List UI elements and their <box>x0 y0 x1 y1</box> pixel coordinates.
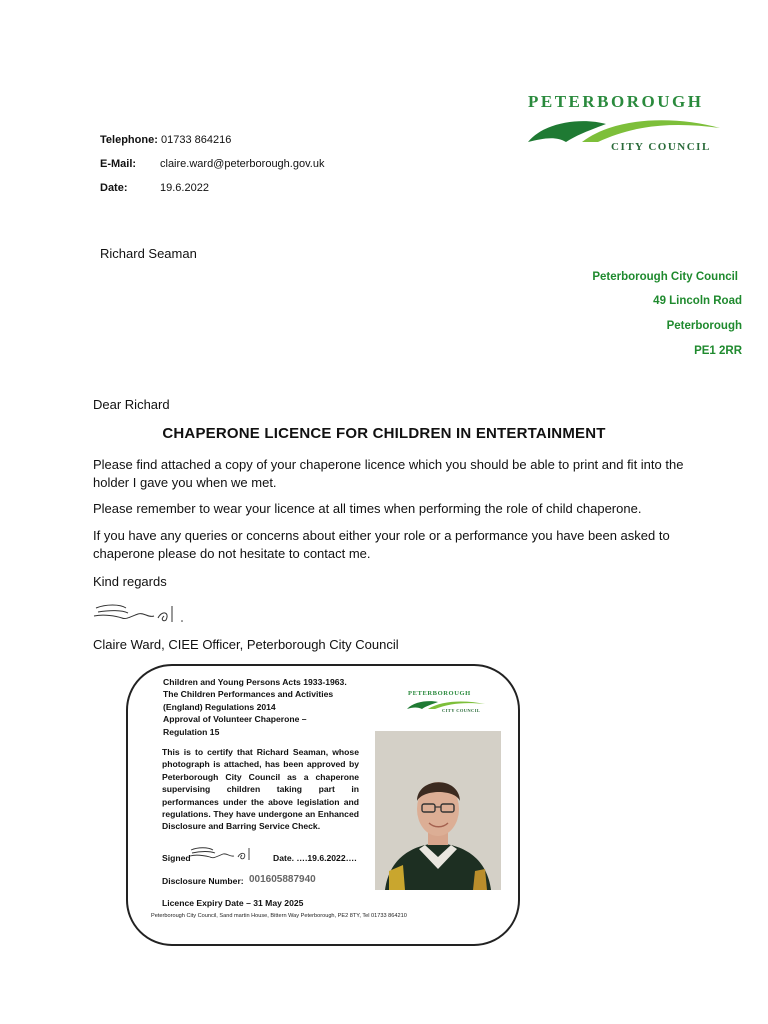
person-photo-image <box>375 731 501 890</box>
certify-text: This is to certify that Richard Seaman, whose photograph is attached, has been approved by Peterborough City Council as a chaperone supervising children taking part in performances under the above legislation and regulations. They have undergone an Enhanced Disclosure and Barring Service Check. <box>162 747 359 832</box>
telephone-value: 01733 864216 <box>161 134 232 146</box>
card-title-line: Approval of Volunteer Chaperone – <box>163 714 307 725</box>
closing: Kind regards <box>93 574 167 589</box>
card-logo-line2: CITY COUNCIL <box>442 708 481 713</box>
date-label: Date: <box>100 182 128 194</box>
address-line: Peterborough City Council <box>592 271 738 283</box>
disclosure-label: Disclosure Number: <box>162 876 244 886</box>
paragraph-1: Please find attached a copy of your chaperone licence which you should be able to print and fit into the holder I gave you when we met. <box>93 457 684 490</box>
signature-image <box>92 602 188 626</box>
salutation: Dear Richard <box>93 397 170 412</box>
card-footer: Peterborough City Council, Sand martin House, Bittern Way Peterborough, PE2 8TY, Tel 01733 864210 <box>151 913 407 919</box>
signoff: Claire Ward, CIEE Officer, Peterborough City Council <box>93 637 399 652</box>
email-value: claire.ward@peterborough.gov.uk <box>160 158 325 170</box>
licence-expiry: Licence Expiry Date – 31 May 2025 <box>162 898 304 908</box>
telephone-label: Telephone: <box>100 134 158 146</box>
card-title-line: The Children Performances and Activities <box>163 689 334 700</box>
card-signature-image <box>188 845 260 863</box>
address-line: 49 Lincoln Road <box>653 295 742 307</box>
paragraph-3: If you have any queries or concerns about either your role or a performance you have been asked to chaperone please do not hesitate to contact me. <box>93 528 670 561</box>
email-label: E-Mail: <box>100 158 137 170</box>
card-logo-line1: PETERBOROUGH <box>408 690 471 697</box>
paragraph-2: Please remember to wear your licence at all times when performing the role of child chaperone. <box>93 501 642 516</box>
card-logo <box>406 690 486 716</box>
logo-line2: CITY COUNCIL <box>611 141 711 153</box>
card-date: Date. ….19.6.2022…. <box>273 853 357 863</box>
recipient-name: Richard Seaman <box>100 246 197 261</box>
card-title-line: (England) Regulations 2014 <box>163 701 276 712</box>
council-logo <box>526 92 726 158</box>
signed-label: Signed <box>162 853 191 863</box>
logo-line1: PETERBOROUGH <box>528 92 704 111</box>
card-title-line: Children and Young Persons Acts 1933-1963. <box>163 677 347 687</box>
chaperone-photo <box>375 731 501 890</box>
disclosure-number: 001605887940 <box>249 874 316 885</box>
card-title <box>163 676 373 738</box>
address-line: PE1 2RR <box>694 345 742 357</box>
letter-heading: CHAPERONE LICENCE FOR CHILDREN IN ENTERTAINMENT <box>162 425 606 442</box>
date-value: 19.6.2022 <box>160 182 209 194</box>
card-title-line: Regulation 15 <box>163 726 220 737</box>
address-line: Peterborough <box>666 320 742 332</box>
